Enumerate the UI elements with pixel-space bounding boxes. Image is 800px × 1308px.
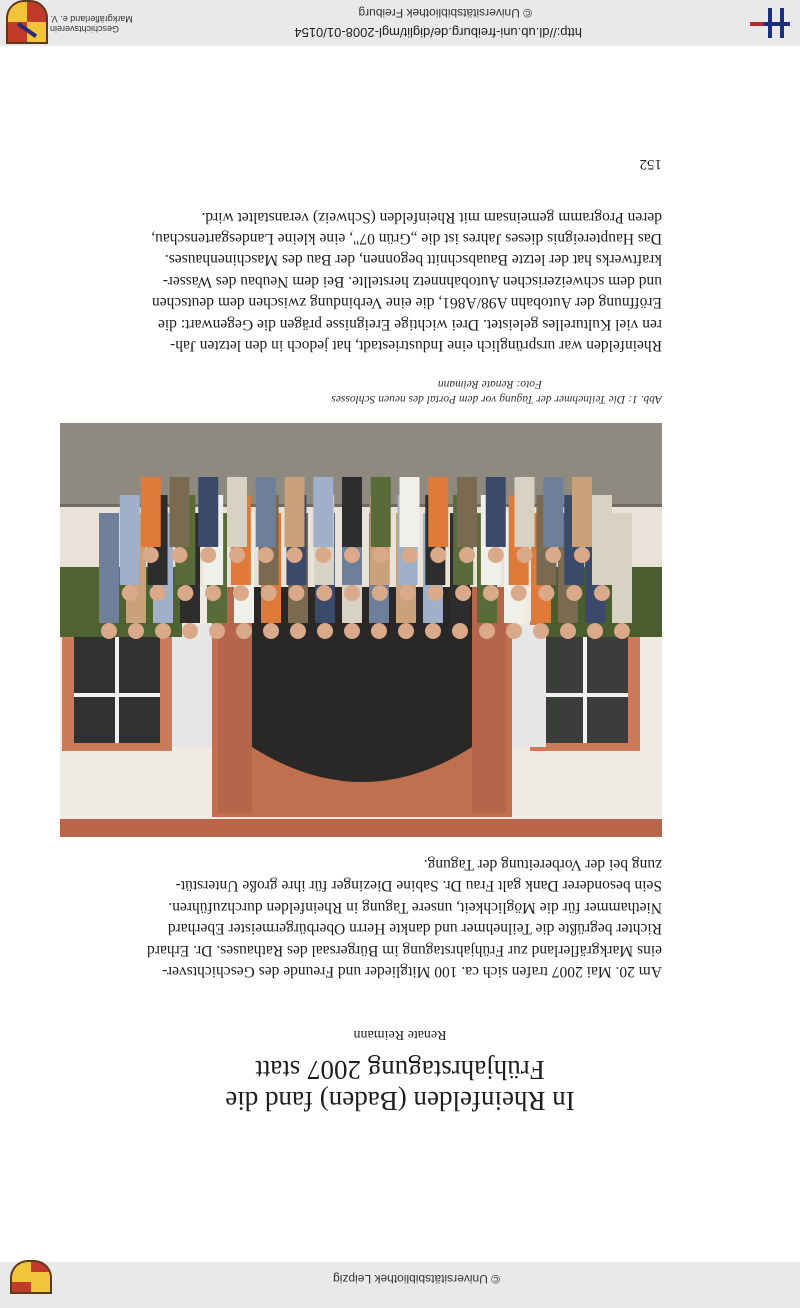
author-name: Renate Reimann <box>353 1027 447 1042</box>
document-url[interactable]: http://dl.ub.uni-freiburg.de/diglit/mgl-2008-01/0154 <box>294 25 582 40</box>
caption-text: Abb. 1: Die Teilnehmer der Tagung vor dem Portal des neuen Schlosses <box>331 393 662 405</box>
partial-copyright-text: © Universitätsbibliothek Leipzig <box>333 1272 500 1286</box>
text-line: Das Hauptereignis dieses Jahres ist die „Grün 07", eine kleine Landesgartenschau, <box>151 229 662 247</box>
text-line: Richter begrüßte die Teilnehmer und dankte Herrn Oberbürgermeister Eberhard <box>167 920 662 938</box>
society-name: Geschichtsverein Markgräflerland e. V. <box>50 14 133 34</box>
title-line-1: In Rheinfelden (Baden) fand die <box>225 1086 575 1116</box>
page-number: 152 <box>639 156 662 172</box>
text-line: eins Markgräflerland zur Frühjahrstagung im Bürgersaal des Rathauses. Dr. Erhard <box>147 941 662 959</box>
text-line: Sein besonderer Dank galt Frau Dr. Sabine Diezinger für ihre große Unterstüt- <box>175 877 662 895</box>
text-line: und dem schweizerischen Autobahnnetz herstellte. Bei dem Neubau des Wasser- <box>162 272 662 290</box>
copyright-notice: © Universitätsbibliothek Freiburg <box>358 6 532 20</box>
text-line: Am 20. Mai 2007 trafen sich ca. 100 Mitglieder und Freunde des Geschichtsver- <box>162 963 662 980</box>
text-line: kraftwerks hat der letzte Bauabschnitt begonnen, der Bau des Maschinenhauses. <box>164 251 662 269</box>
text-line: deren Programm gemeinsam mit Rheinfelden (Schweiz) veranstaltet wird. <box>201 208 662 226</box>
text-line: zung bei der Vorbereitung der Tagung. <box>423 855 662 873</box>
paragraph-2 <box>136 206 662 356</box>
crest-icon-partial <box>10 1260 52 1294</box>
photo-credit: Foto: Renate Reimann <box>437 378 542 390</box>
photo-caption <box>142 376 662 406</box>
library-footer-bar <box>0 0 800 46</box>
text-line: ren viel Kulturelles geleistet. Drei wichtige Ereignisse prägen die Gegenwart: die <box>158 315 662 333</box>
text-line: Eröffnung der Autobahn A98/A861, die eine Verbindung zwischen dem deutschen <box>152 294 662 312</box>
coat-of-arms-icon <box>6 0 48 44</box>
group-photo-illustration <box>60 423 662 837</box>
title-line-2: Frühjahrstagung 2007 statt <box>255 1055 545 1085</box>
partial-header-bar <box>0 1262 800 1308</box>
university-logo-icon <box>750 6 790 40</box>
paragraph-1 <box>136 854 662 982</box>
group-photo <box>60 423 662 837</box>
text-line: Rheinfelden war ursprünglich eine Industriestadt, hat jedoch in den letzten Jah- <box>170 337 662 354</box>
text-line: Niethammer für die Möglichkeit, unsere Tagung in Rheinfelden durchzuführen. <box>168 898 662 916</box>
article-title <box>120 1054 680 1116</box>
